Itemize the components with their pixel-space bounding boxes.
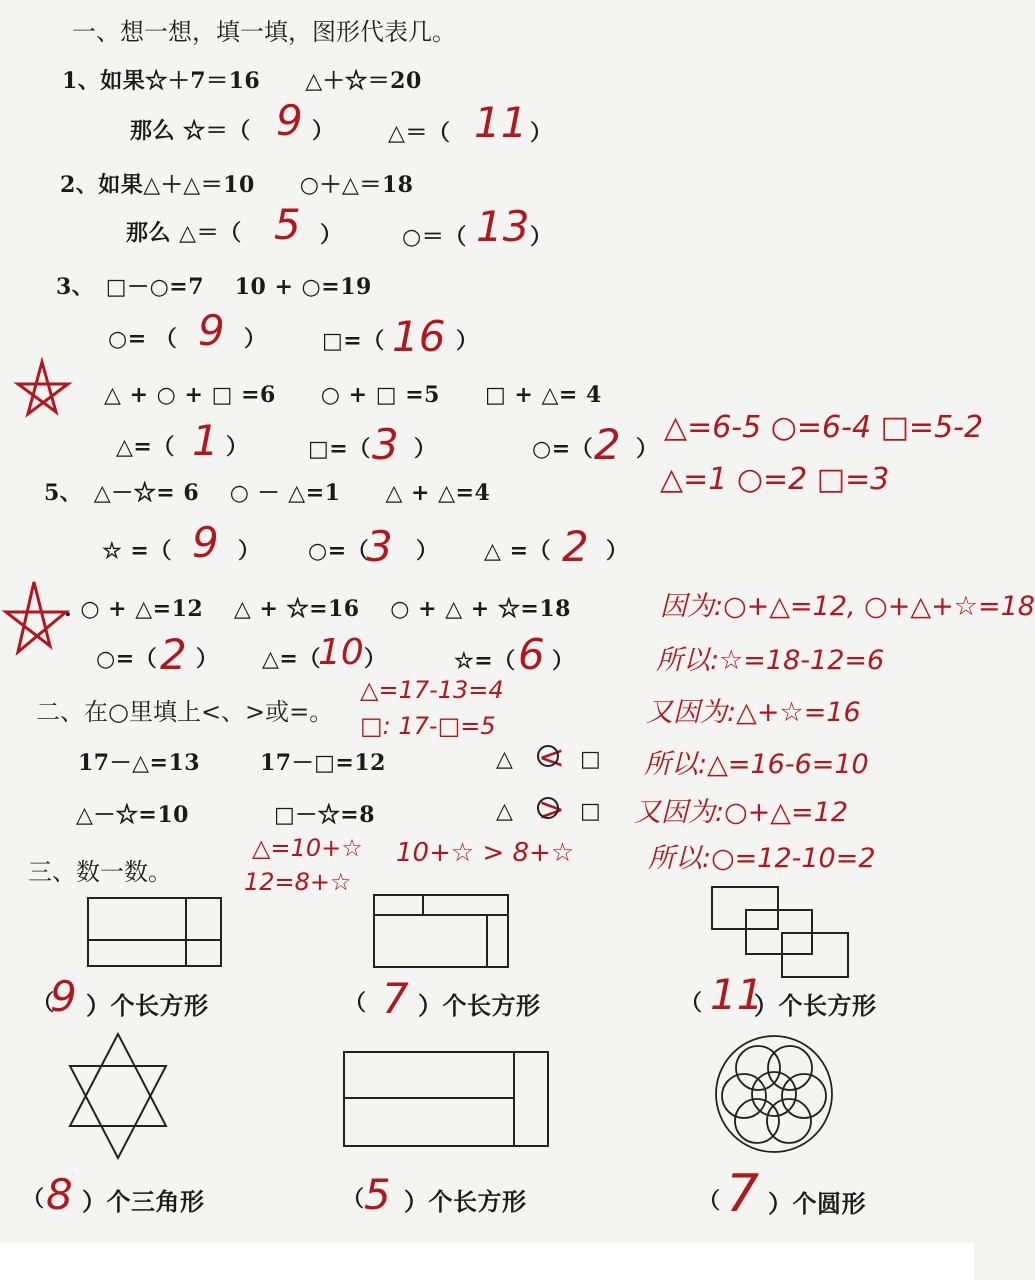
s2-row1-right: □ [580, 746, 602, 772]
q2-close-b: ） [530, 224, 553, 250]
q5-close-a: ） [238, 538, 261, 564]
figure-rect-grid-1 [88, 898, 221, 966]
count-answer: 11 [710, 970, 764, 1019]
q4-answer-b: 3 [372, 420, 399, 469]
q6-answer-c: 6 [518, 630, 545, 679]
q1-close-a: ） [312, 118, 335, 144]
q6-prefix-c: ☆=（ [454, 648, 516, 674]
q4-close-c: ） [636, 436, 659, 462]
q6-answer-a: 2 [160, 630, 187, 679]
q2-equations: 2、如果△＋△＝10 ○＋△＝18 [60, 172, 414, 198]
q4-work-2: △=1 ○=2 □=3 [660, 462, 890, 497]
section2-heading: 二、在○里填上<、>或=。 [36, 698, 334, 726]
q6-answer-b: 10 [318, 632, 364, 673]
s2-row1-answer: < [538, 738, 565, 776]
q4-prefix-a: △=（ [116, 434, 175, 460]
section2-work-line: △=17-13=4 [360, 676, 504, 704]
section2-work-line: 10+☆ > 8+☆ [396, 838, 575, 868]
q3-prefix-a: ○= （ [108, 326, 178, 352]
count-open: （ [698, 1188, 721, 1214]
q6-close-b: ） [364, 646, 387, 672]
figure-circles [716, 1036, 832, 1152]
q1-answer-b: 11 [474, 98, 528, 147]
count-answer: 9 [50, 972, 77, 1021]
q6-prefix-b: △=（ [262, 646, 321, 672]
q5-close-b: ） [416, 538, 439, 564]
s2-row2-b: □－☆=8 [274, 802, 376, 828]
star-check-icon [18, 362, 68, 414]
count-label: ）个三角形 [82, 1187, 205, 1216]
q5-prefix-a: ☆ =（ [102, 538, 172, 564]
q6-work-line: 又因为:△+☆=16 [646, 697, 861, 728]
figure-overlapping-squares [712, 887, 848, 977]
q4-prefix-c: ○=（ [532, 436, 594, 462]
q5-answer-a: 9 [192, 518, 219, 567]
q6-work-line: 所以:○=12-10=2 [648, 843, 876, 874]
count-answer: 5 [364, 1170, 391, 1219]
q2-close-a: ） [320, 222, 343, 248]
q4-prefix-b: □=（ [308, 436, 371, 462]
q2-prefix-a: 那么 △＝（ [126, 220, 242, 246]
q4-answer-c: 2 [594, 420, 621, 469]
s2-row1-left: △ [496, 746, 514, 772]
q2-answer-a: 5 [274, 200, 301, 249]
figure-rect-grid-3 [344, 1052, 548, 1146]
q3-answer-a: 9 [198, 306, 225, 355]
s2-row1-a: 17－△=13 [78, 750, 201, 776]
q1-equations: 1、如果☆＋7＝16 △＋☆＝20 [62, 68, 422, 94]
count-open: （ [342, 1186, 365, 1212]
q6-equations: . ○ + △=12 △ + ☆=16 ○ + △ + ☆=18 [64, 596, 571, 622]
count-open: （ [22, 1186, 45, 1212]
q1-close-b: ） [530, 120, 553, 146]
page-bottom-margin [0, 1243, 974, 1280]
q3-equations: 3、 □－○=7 10 + ○=19 [56, 274, 372, 300]
q4-work-1: △=6-5 ○=6-4 □=5-2 [664, 410, 984, 445]
q2-answer-b: 13 [476, 202, 530, 251]
section1-heading: 一、想一想，填一填，图形代表几。 [72, 18, 456, 46]
q6-work-line: 又因为:○+△=12 [634, 797, 849, 828]
star-check-icon [6, 582, 66, 652]
q1-prefix-b: △＝（ [388, 120, 451, 146]
q6-work-line: 因为:○+△=12, ○+△+☆=18 [660, 591, 1035, 622]
q3-close-b: ） [456, 328, 479, 354]
section2-work-line: △=10+☆ [252, 834, 363, 862]
count-open: （ [344, 990, 367, 1016]
q6-work-line: 所以:☆=18-12=6 [656, 645, 885, 676]
q4-answer-a: 1 [192, 416, 219, 465]
count-answer: 8 [46, 1170, 73, 1219]
count-label: ）个长方形 [86, 991, 209, 1020]
comparison-circles [538, 746, 558, 818]
q5-close-c: ） [606, 538, 629, 564]
s2-row1-b: 17－□=12 [260, 750, 386, 776]
q6-prefix-a: ○=（ [96, 646, 158, 672]
count-label: ）个圆形 [768, 1189, 866, 1218]
q3-prefix-b: □=（ [322, 328, 385, 354]
q1-answer-a: 9 [276, 96, 303, 145]
figure-hexagram [70, 1034, 166, 1158]
count-open: （ [680, 990, 703, 1016]
count-open: （ [32, 990, 55, 1016]
q5-answer-b: 3 [366, 522, 393, 571]
count-label: ）个长方形 [754, 991, 877, 1020]
figure-rect-grid-2 [374, 895, 508, 967]
s2-row2-answer: > [538, 790, 565, 828]
q5-answer-c: 2 [562, 522, 589, 571]
s2-row2-right: □ [580, 798, 602, 824]
q6-close-a: ） [196, 646, 219, 672]
section3-heading: 三、数一数。 [28, 858, 172, 886]
count-answer: 7 [726, 1164, 760, 1224]
section2-work-line: 12=8+☆ [244, 868, 352, 896]
s2-row2-left: △ [496, 798, 514, 824]
q3-answer-b: 16 [392, 312, 446, 361]
q4-equations: △ + ○ + □ =6 ○ + □ =5 □ + △= 4 [104, 382, 602, 408]
count-label: ）个长方形 [418, 991, 541, 1020]
section2-work-line: □: 17-□=5 [360, 712, 496, 740]
q2-prefix-b: ○＝（ [402, 224, 467, 250]
q5-prefix-b: ○=（ [308, 538, 370, 564]
q6-close-c: ） [552, 648, 575, 674]
q4-close-b: ） [414, 436, 437, 462]
q5-prefix-c: △ =（ [484, 538, 552, 564]
count-label: ）个长方形 [404, 1187, 527, 1216]
q1-prefix-a: 那么 ☆＝（ [130, 118, 251, 144]
q6-work-line: 所以:△=16-6=10 [644, 749, 869, 780]
q5-equations: 5、 △－☆= 6 ○ － △=1 △ + △=4 [44, 480, 491, 506]
s2-row2-a: △－☆=10 [76, 802, 189, 828]
q4-close-a: ） [226, 434, 249, 460]
count-answer: 7 [382, 974, 409, 1023]
q3-close-a: ） [244, 326, 267, 352]
